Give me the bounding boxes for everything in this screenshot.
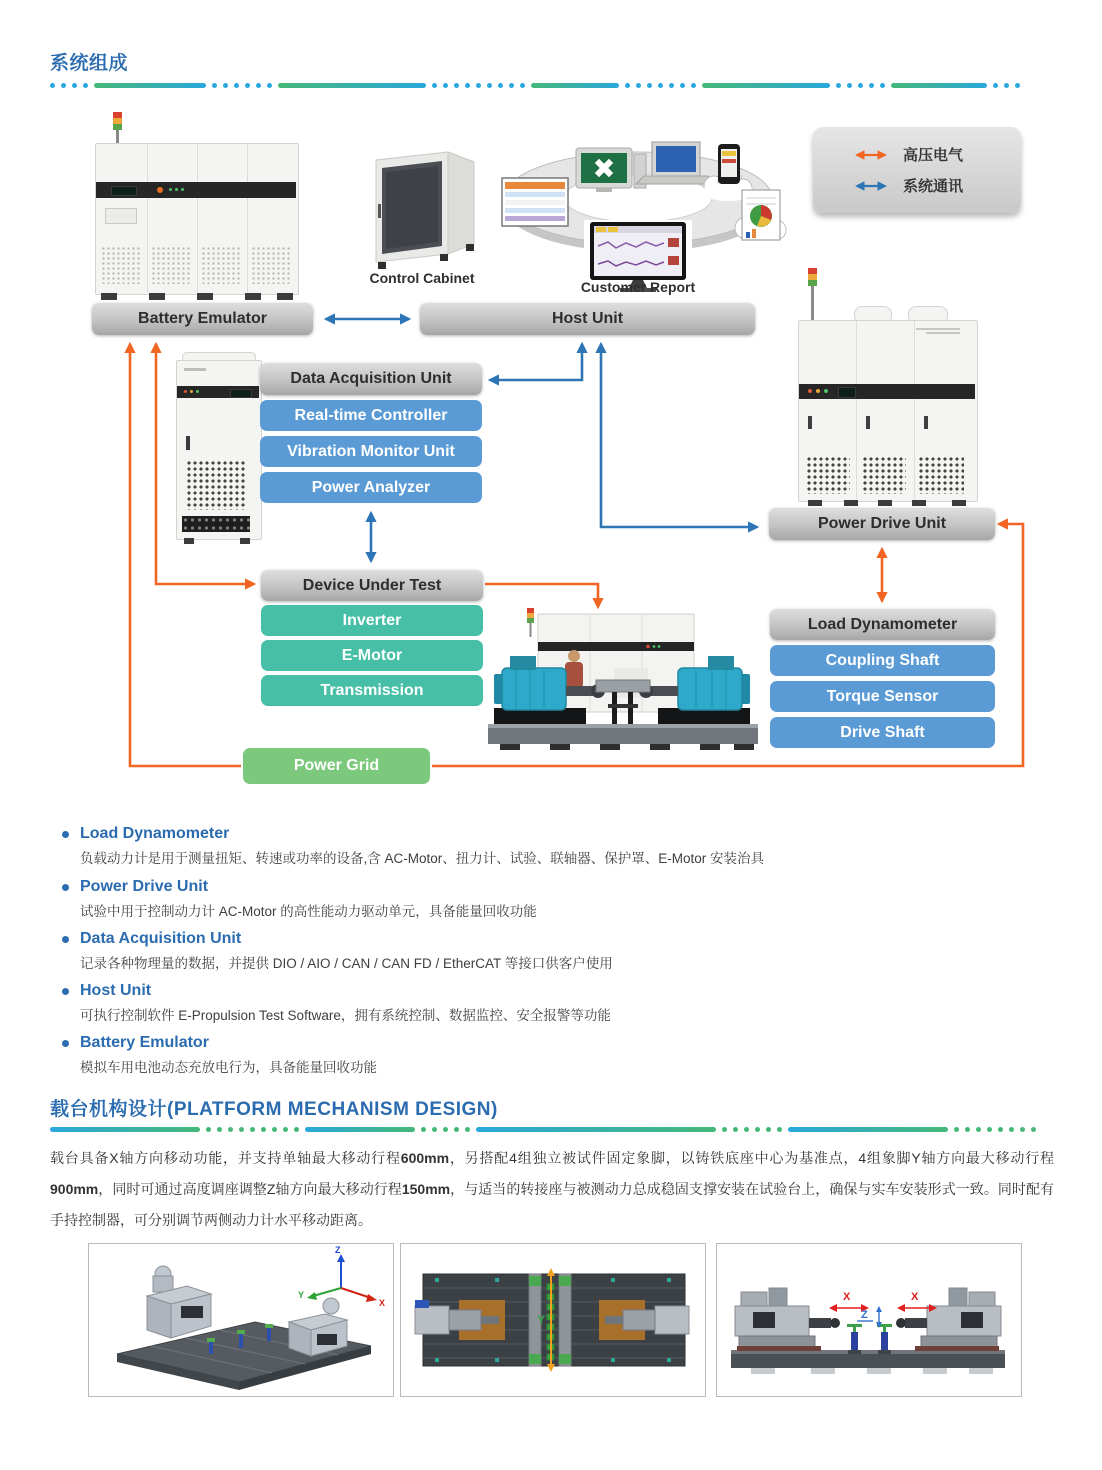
high-voltage-arrow-icon [851, 150, 891, 160]
bullet-desc: 负载动力计是用于测量扭矩、转速或功率的设备,含 AC-Motor、扭力计、试验、联轴器、保护罩、E-Motor 安装治具 [80, 851, 765, 866]
bullet-icon [62, 831, 69, 838]
box-transmission: Transmission [261, 675, 483, 706]
excel-desktop-icon [576, 148, 646, 192]
bullet-title: Battery Emulator [80, 1034, 209, 1051]
box-battery-emulator: Battery Emulator [92, 303, 313, 335]
box-power-grid: Power Grid [243, 748, 430, 784]
bullet-title: Data Acquisition Unit [80, 930, 242, 947]
x-arrows [829, 1291, 937, 1312]
box-device-under-test: Device Under Test [261, 570, 483, 601]
spreadsheet-icon [502, 178, 568, 226]
left-dyno-cad [147, 1266, 211, 1338]
box-power-analyzer: Power Analyzer [260, 472, 482, 503]
left-machine-top [415, 1300, 505, 1340]
axis-x-label: X [379, 1298, 386, 1308]
bullet-desc: 试验中用于控制动力计 AC-Motor 的高性能动力驱动单元，具备能量回收功能 [80, 904, 537, 919]
control-cabinet-photo [366, 144, 482, 272]
legend-label: 系统通讯 [903, 178, 964, 195]
right-machine-top [599, 1300, 689, 1340]
axis-z-label: Z [861, 1309, 868, 1321]
customer-report-caption: Customer Report [580, 279, 696, 295]
figure-side-view [716, 1243, 1022, 1397]
box-torque-sensor: Torque Sensor [770, 681, 995, 712]
legend [813, 127, 1021, 213]
box-coupling-shaft: Coupling Shaft [770, 645, 995, 676]
system-comm-arrow-icon [851, 181, 891, 191]
box-power-drive-unit: Power Drive Unit [769, 508, 995, 540]
axis-x-left-label: X [843, 1291, 851, 1303]
platform-paragraph: 载台具备X轴方向移动功能，并支持单轴最大移动行程600mm，另搭配4组独立被试件固定象脚，以铸铁底座中心为基准点，4组象脚Y轴方向最大移动行程900mm，同时可通过高度调座调整Z轴方向最大移动行程150mm，与适当的转接座与被测动力总成稳固支撑安装在试验台上，确保与实车安装形式一致。同时配有手持控制器，可分别调节两侧动力计水平移动距离。 [50, 1150, 1055, 1228]
bullet-power-drive-unit [58, 877, 1018, 921]
bullet-desc: 模拟车用电池动态充放电行为，具备能量回收功能 [80, 1060, 377, 1075]
bullet-icon [62, 884, 69, 891]
left-machine-side [735, 1288, 840, 1351]
figure-top-view [400, 1243, 706, 1397]
bullet-desc: 记录各种物理量的数据，并提供 DIO / AIO / CAN / CAN FD / EtherCAT 等接口供客户使用 [80, 956, 613, 971]
center-jacks [847, 1324, 892, 1354]
axis-y-label: Y [537, 1313, 546, 1327]
bullet-icon [62, 988, 69, 995]
battery-emulator-photo [93, 110, 301, 302]
bullet-title: Load Dynamometer [80, 825, 230, 842]
legend-high-voltage [851, 144, 1021, 165]
bullet-battery-emulator [58, 1033, 1018, 1077]
box-real-time-controller: Real-time Controller [260, 400, 482, 431]
figure-iso-view [88, 1243, 394, 1397]
section1-divider [50, 82, 1054, 88]
section2-title: 载台机构设计(PLATFORM MECHANISM DESIGN) [50, 1099, 498, 1120]
phone-icon [718, 144, 740, 184]
box-host-unit: Host Unit [420, 303, 755, 335]
box-drive-shaft: Drive Shaft [770, 717, 995, 748]
section1-title: 系统组成 [50, 53, 129, 74]
bullet-load-dynamometer [58, 824, 1018, 868]
customer-report-photo [488, 118, 788, 296]
legend-system-comm [851, 175, 1021, 196]
bullet-icon [62, 936, 69, 943]
box-load-dynamometer: Load Dynamometer [770, 609, 995, 640]
bullet-data-acquisition-unit [58, 929, 1018, 973]
bullet-icon [62, 1040, 69, 1047]
axis-x-right-label: X [911, 1291, 919, 1303]
signal-tower-icon [527, 608, 534, 637]
right-dyno-cad [289, 1298, 347, 1356]
axis-z-label: Z [335, 1245, 341, 1255]
bullet-title: Power Drive Unit [80, 878, 209, 895]
power-drive-unit-photo [796, 266, 980, 506]
control-cabinet-caption: Control Cabinet [369, 270, 475, 286]
bullet-desc: 可执行控制软件 E-Propulsion Test Software，拥有系统控制、数据监控、安全报警等功能 [80, 1008, 611, 1023]
axis-y-label: Y [298, 1290, 305, 1300]
box-e-motor: E-Motor [261, 640, 483, 671]
daq-cabinet-photo [174, 348, 264, 546]
test-bench-photo [486, 608, 760, 758]
box-data-acquisition-unit: Data Acquisition Unit [260, 363, 482, 395]
section2-divider [50, 1126, 1054, 1132]
bullet-title: Host Unit [80, 982, 152, 999]
box-inverter: Inverter [261, 605, 483, 636]
legend-label: 高压电气 [903, 147, 964, 164]
bullet-host-unit [58, 981, 1018, 1025]
report-doc-icon [735, 190, 786, 240]
axis-triad-icon [298, 1245, 385, 1308]
box-vibration-monitor-unit: Vibration Monitor Unit [260, 436, 482, 467]
